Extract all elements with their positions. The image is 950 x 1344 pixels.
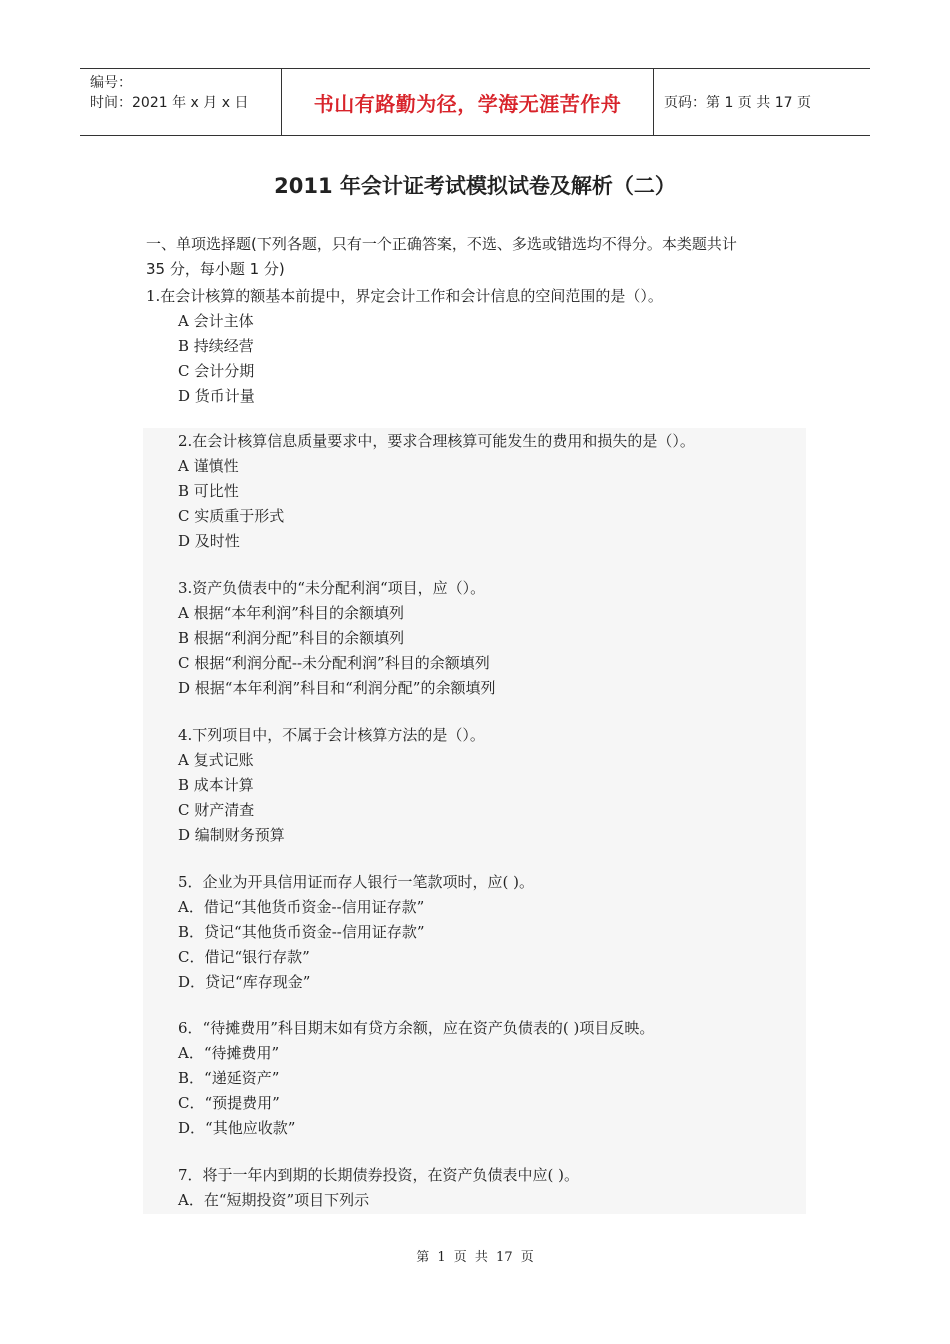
option-b: B 可比性 — [178, 482, 239, 500]
header-page-info: 页码：第 1 页 共 17 页 — [664, 95, 811, 111]
question-stem: 7．将于一年内到期的长期债券投资，在资产负债表中应( )。 — [178, 1166, 580, 1184]
question-stem: 5．企业为开具信用证而存人银行一笔款项时，应( )。 — [178, 873, 535, 891]
question-7 — [178, 1163, 818, 1213]
option-c: C．“预提费用” — [178, 1094, 280, 1112]
option-b: B 成本计算 — [178, 776, 254, 794]
question-4 — [178, 723, 818, 848]
document-title: 2011 年会计证考试模拟试卷及解析（二） — [274, 174, 676, 198]
option-c: C 实质重于形式 — [178, 507, 285, 525]
question-stem: 2.在会计核算信息质量要求中，要求合理核算可能发生的费用和损失的是（）。 — [178, 432, 695, 450]
header-motto: 书山有路勤为径，学海无涯苦作舟 — [282, 69, 654, 135]
time-label: 时间：2021 年 x 月 x 日 — [90, 95, 249, 111]
question-5 — [178, 870, 818, 995]
option-d: D．贷记“库存现金” — [178, 973, 311, 991]
option-a: A 谨慎性 — [178, 457, 239, 475]
option-a: A 根据“本年利润”科目的余额填列 — [178, 604, 404, 622]
option-b: B 持续经营 — [178, 337, 254, 355]
question-1 — [146, 284, 818, 409]
option-c: C 根据“利润分配--未分配利润”科目的余额填列 — [178, 654, 490, 672]
option-a: A．“待摊费用” — [178, 1044, 280, 1062]
option-a: A 复式记账 — [178, 751, 254, 769]
option-d: D 编制财务预算 — [178, 826, 285, 844]
question-stem: 3.资产负债表中的“未分配利润“项目，应（）。 — [178, 579, 486, 597]
section-heading-line2: 35 分，每小题 1 分) — [146, 260, 285, 278]
question-stem: 6．“待摊费用”科目期末如有贷方余额，应在资产负债表的( )项目反映。 — [178, 1019, 655, 1037]
page-header — [80, 68, 870, 136]
option-d: D 及时性 — [178, 532, 240, 550]
option-c: C 财产清查 — [178, 801, 255, 819]
option-b: B．“递延资产” — [178, 1069, 280, 1087]
section-heading — [146, 232, 818, 282]
question-3 — [178, 576, 818, 701]
question-6 — [178, 1016, 818, 1141]
option-a: A．在“短期投资”项目下列示 — [178, 1191, 370, 1209]
option-a: A 会计主体 — [178, 312, 254, 330]
option-b: B．贷记“其他货币资金--信用证存款” — [178, 923, 425, 941]
option-c: C 会计分期 — [178, 362, 255, 380]
option-a: A．借记“其他货币资金--信用证存款” — [178, 898, 425, 916]
question-2 — [178, 429, 818, 554]
question-stem: 1.在会计核算的额基本前提中，界定会计工作和会计信息的空间范围的是（）。 — [146, 287, 663, 305]
option-c: C．借记“银行存款” — [178, 948, 310, 966]
serial-label: 编号： — [90, 75, 132, 91]
option-d: D 根据“本年利润”科目和“利润分配”的余额填列 — [178, 679, 496, 697]
question-options — [146, 309, 818, 409]
option-d: D．“其他应收款” — [178, 1119, 296, 1137]
option-b: B 根据“利润分配”科目的余额填列 — [178, 629, 405, 647]
option-d: D 货币计量 — [178, 387, 255, 405]
header-meta — [80, 69, 282, 135]
question-stem: 4.下列项目中，不属于会计核算方法的是（）。 — [178, 726, 485, 744]
page-footer: 第 1 页 共 17 页 — [416, 1250, 534, 1265]
section-heading-line1: 一、单项选择题(下列各题，只有一个正确答案，不选、多选或错选均不得分。本类题共计 — [146, 235, 737, 253]
